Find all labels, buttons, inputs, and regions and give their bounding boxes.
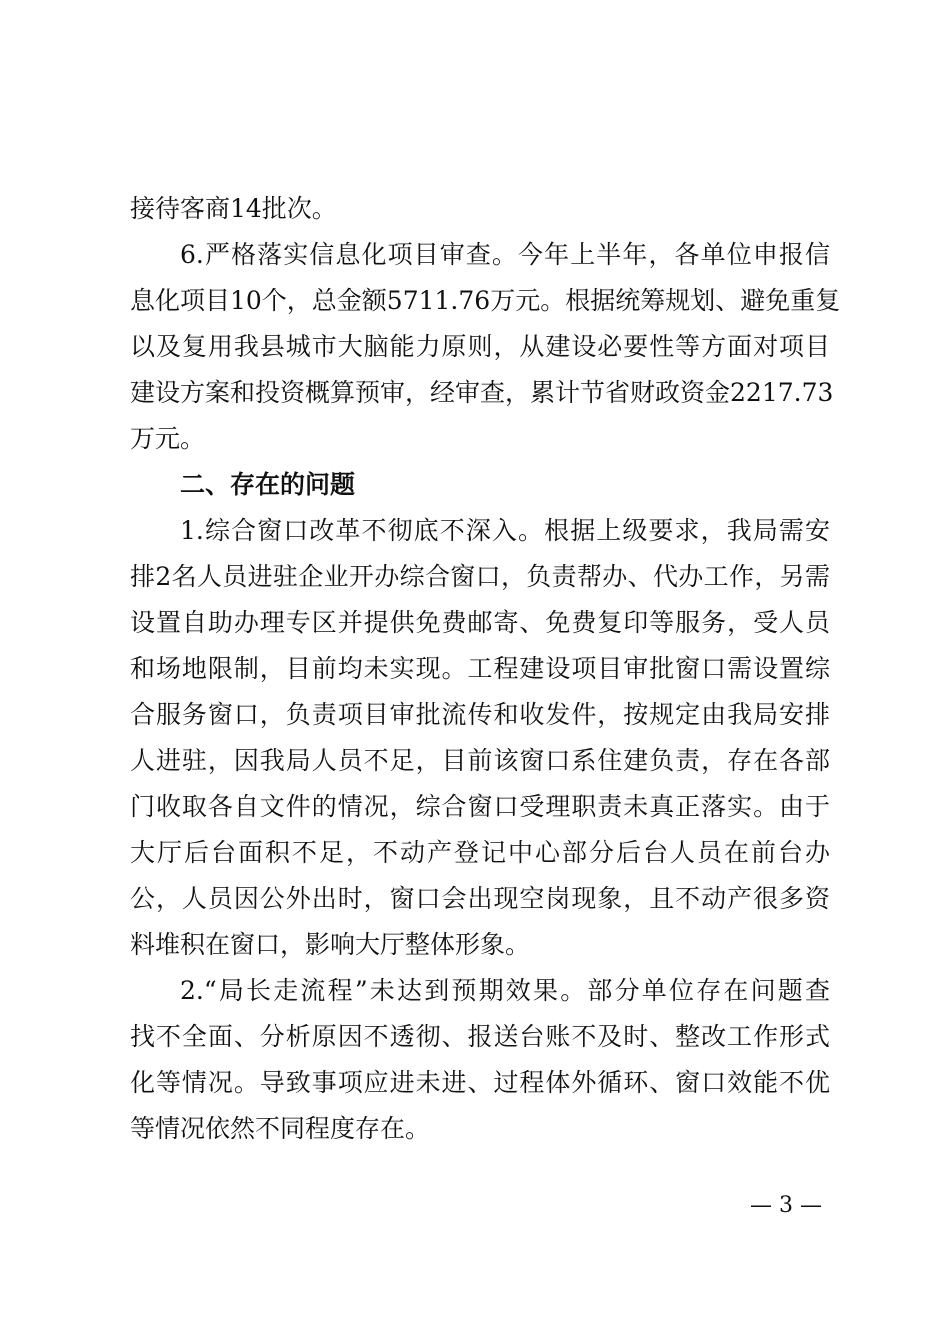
paragraph-line: 人进驻，因我局人员不足，目前该窗口系住建负责，存在各部 — [130, 746, 830, 775]
paragraph-line: 门收取各自文件的情况，综合窗口受理职责未真正落实。由于 — [130, 792, 830, 821]
paragraph-line: 设置自助办理专区并提供免费邮寄、免费复印等服务，受人员 — [130, 608, 830, 637]
paragraph-line: 和场地限制，目前均未实现。工程建设项目审批窗口需设置综 — [130, 654, 830, 683]
page-number: — 3 — — [750, 1193, 822, 1218]
paragraph-line: 6.严格落实信息化项目审查。今年上半年，各单位申报信 — [180, 240, 830, 269]
paragraph-line: 接待客商14批次。 — [130, 194, 337, 223]
paragraph-line: 化等情况。导致事项应进未进、过程体外循环、窗口效能不优 — [130, 1068, 830, 1097]
paragraph-line: 以及复用我县城市大脑能力原则，从建设必要性等方面对项目 — [130, 332, 830, 361]
paragraph-line: 公，人员因公外出时，窗口会出现空岗现象，且不动产很多资 — [130, 884, 830, 913]
paragraph-line: 大厅后台面积不足，不动产登记中心部分后台人员在前台办 — [130, 838, 830, 867]
paragraph-line: 2.“局长走流程”未达到预期效果。部分单位存在问题查 — [180, 976, 830, 1005]
paragraph-line: 找不全面、分析原因不透彻、报送台账不及时、整改工作形式 — [130, 1022, 830, 1051]
paragraph-line: 息化项目10个，总金额5711.76万元。根据统筹规划、避免重复 — [130, 286, 841, 315]
paragraph-line: 1.综合窗口改革不彻底不深入。根据上级要求，我局需安 — [180, 516, 830, 545]
section-heading: 二、存在的问题 — [180, 470, 356, 499]
paragraph-line: 料堆积在窗口，影响大厅整体形象。 — [130, 930, 531, 959]
paragraph-line: 合服务窗口，负责项目审批流传和收发件，按规定由我局安排 — [130, 700, 830, 729]
paragraph-line: 等情况依然不同程度存在。 — [130, 1114, 431, 1143]
paragraph-line: 万元。 — [130, 424, 206, 453]
paragraph-line: 排2名人员进驻企业开办综合窗口，负责帮办、代办工作，另需 — [130, 562, 830, 591]
paragraph-line: 建设方案和投资概算预审，经审查，累计节省财政资金2217.73 — [130, 378, 834, 407]
